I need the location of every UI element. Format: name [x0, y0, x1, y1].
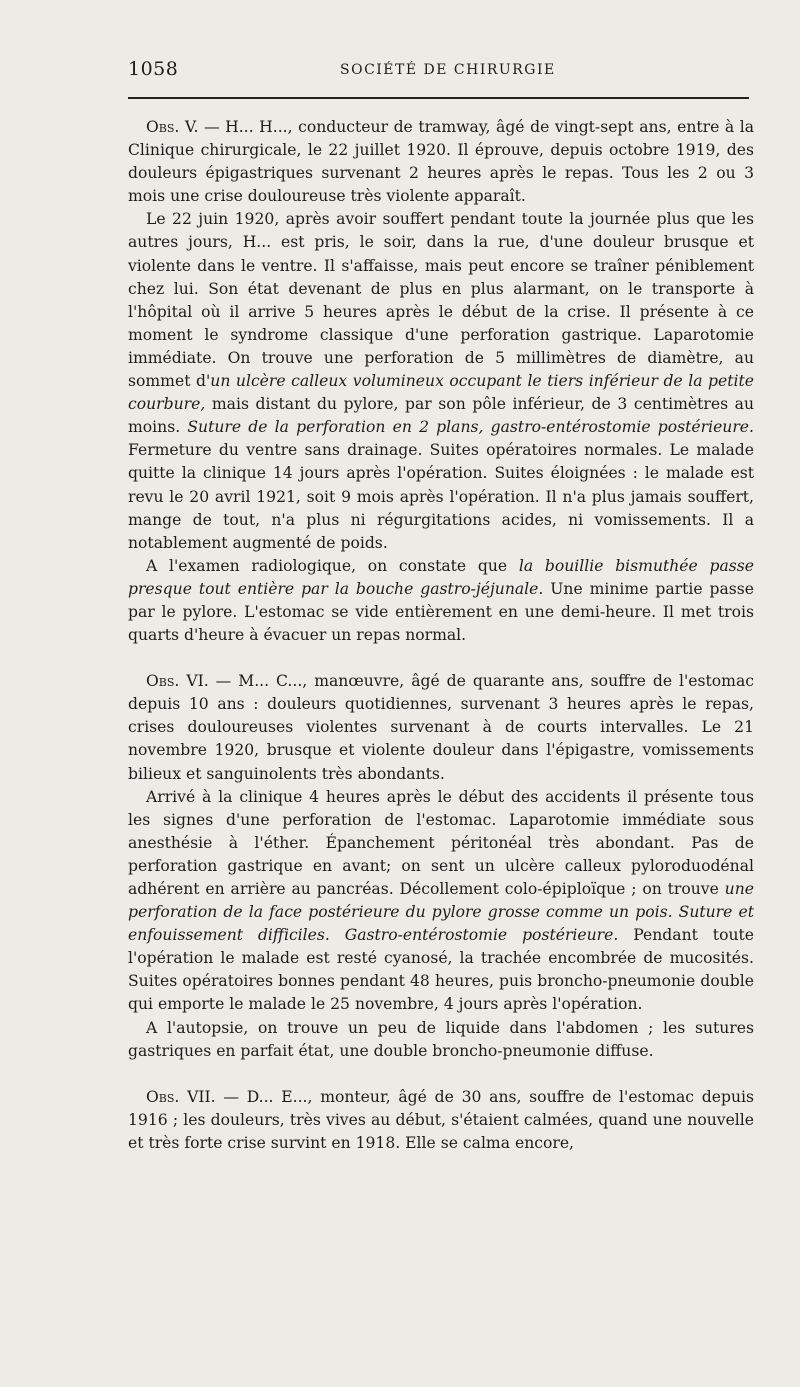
obs-6-label: Obs. VI.	[146, 672, 209, 691]
obs-5-text-3b-italic: la bouillie bismuthée passe presque tout entière par la bouche gastro-jéjunale.	[128, 556, 754, 598]
obs-6-paragraph-3	[128, 1017, 754, 1063]
obs-5-text-2a: Le 22 juin 1920, après avoir souffert pendant toute la journée plus que les autres jours, H... est pris, le soir, dans la rue, d'une douleur brusque et violente dans le ventre. Il s'affaisse, mais peut encore se traîner péniblement chez lui. Son état devenant de plus en plus alarmant, on le transporte à l'hôpital où il arrive 5 heures après le début de la crise. Il présente à ce moment le syndrome classique d'une perforation gastrique. Laparotomie immédiate. On trouve une perforation de 5 millimètres de diamètre, au sommet d'	[128, 210, 754, 391]
obs-7-label: Obs. VII.	[146, 1087, 216, 1106]
obs-7-paragraph-1	[128, 1086, 754, 1155]
obs-6-paragraph-1	[128, 670, 754, 785]
obs-6-text-2a: Arrivé à la clinique 4 heures après le début des accidents il présente tous les signes d'une perforation de l'estomac. Laparotomie immédiate sous anesthésie à l'éther. Épanchement péritonéal très abondant. Pas de perforation gastrique en avant; on sent un ulcère calleux pyloroduodénal adhérent en arrière au pancréas. Décollement colo-épiploïque ; on trouve	[128, 787, 754, 898]
obs-5-text-3c: Une minime partie passe par le pylore. L'estomac se vide entièrement en une demi-heure. Il met trois quarts d'heure à évacuer un repas normal.	[128, 579, 754, 645]
page-body	[128, 116, 754, 1155]
running-title: SOCIÉTÉ DE CHIRURGIE	[340, 62, 556, 78]
obs-5-text-2d-italic: Suture de la perforation en 2 plans, gastro-entérostomie postérieure.	[187, 418, 754, 437]
obs-5-paragraph-3	[128, 555, 754, 647]
section-gap	[128, 647, 754, 670]
obs-7-text-1: — D... E..., monteur, âgé de 30 ans, souffre de l'estomac depuis 1916 ; les douleurs, très vives au début, s'étaient calmées, quand une nouvelle et très forte crise survint en 1918. Elle se calma encore,	[128, 1087, 754, 1152]
obs-6-text-1: — M... C..., manœuvre, âgé de quarante ans, souffre de l'estomac depuis 10 ans : douleurs quotidiennes, survenant 3 heures après le repas, crises douloureuses violentes survenant à de courts intervalles. Le 21 novembre 1920, brusque et violente douleur dans l'épigastre, vomissements bilieux et sanguinolents très abondants.	[128, 672, 754, 783]
obs-5-paragraph-1	[128, 116, 754, 208]
obs-5-text-2b-italic: un ulcère calleux volumineux occupant le tiers inférieur de la petite courbure,	[128, 372, 754, 414]
obs-5-label: Obs. V.	[146, 118, 199, 136]
obs-6-text-3: A l'autopsie, on trouve un peu de liquide dans l'abdomen ; les sutures gastriques en parfait état, une double broncho-pneumonie diffuse.	[128, 1018, 754, 1060]
obs-5-text-3a: A l'examen radiologique, on constate que	[146, 556, 519, 575]
obs-6-paragraph-2	[128, 786, 754, 1017]
section-gap	[128, 1063, 754, 1086]
obs-6-text-2c: Pendant toute l'opération le malade est resté cyanosé, la trachée encombrée de mucosités. Suites opératoires bonnes pendant 48 heures, puis broncho-pneumonie double qui emporte le malade le 25 novembre, 4 jours après l'opération.	[128, 926, 754, 1014]
obs-6-text-2b-italic: une perforation de la face postérieure du pylore grosse comme un pois. Suture et enfouissement difficiles. Gastro-entérostomie postérieure.	[128, 880, 754, 945]
obs-5-paragraph-2	[128, 208, 754, 554]
header-rule	[128, 97, 749, 99]
obs-5-text-2c: mais distant du pylore, par son pôle inférieur, de 3 centimètres au moins.	[128, 395, 754, 437]
obs-5-text-1: — H... H..., conducteur de tramway, âgé de vingt-sept ans, entre à la Clinique chirurgicale, le 22 juillet 1920. Il éprouve, depuis octobre 1919, des douleurs épigastriques survenant 2 heures après le repas. Tous les 2 ou 3 mois une crise douloureuse très violente apparaît.	[128, 118, 754, 206]
obs-5-text-2e: Fermeture du ventre sans drainage. Suites opératoires normales. Le malade quitte la clinique 14 jours après l'opération. Suites éloignées : le malade est revu le 20 avril 1921, soit 9 mois après l'opération. Il n'a plus jamais souffert, mange de tout, n'a plus ni régurgitations acides, ni vomissements. Il a notablement augmenté de poids.	[128, 441, 754, 552]
page-number: 1058	[128, 58, 179, 80]
